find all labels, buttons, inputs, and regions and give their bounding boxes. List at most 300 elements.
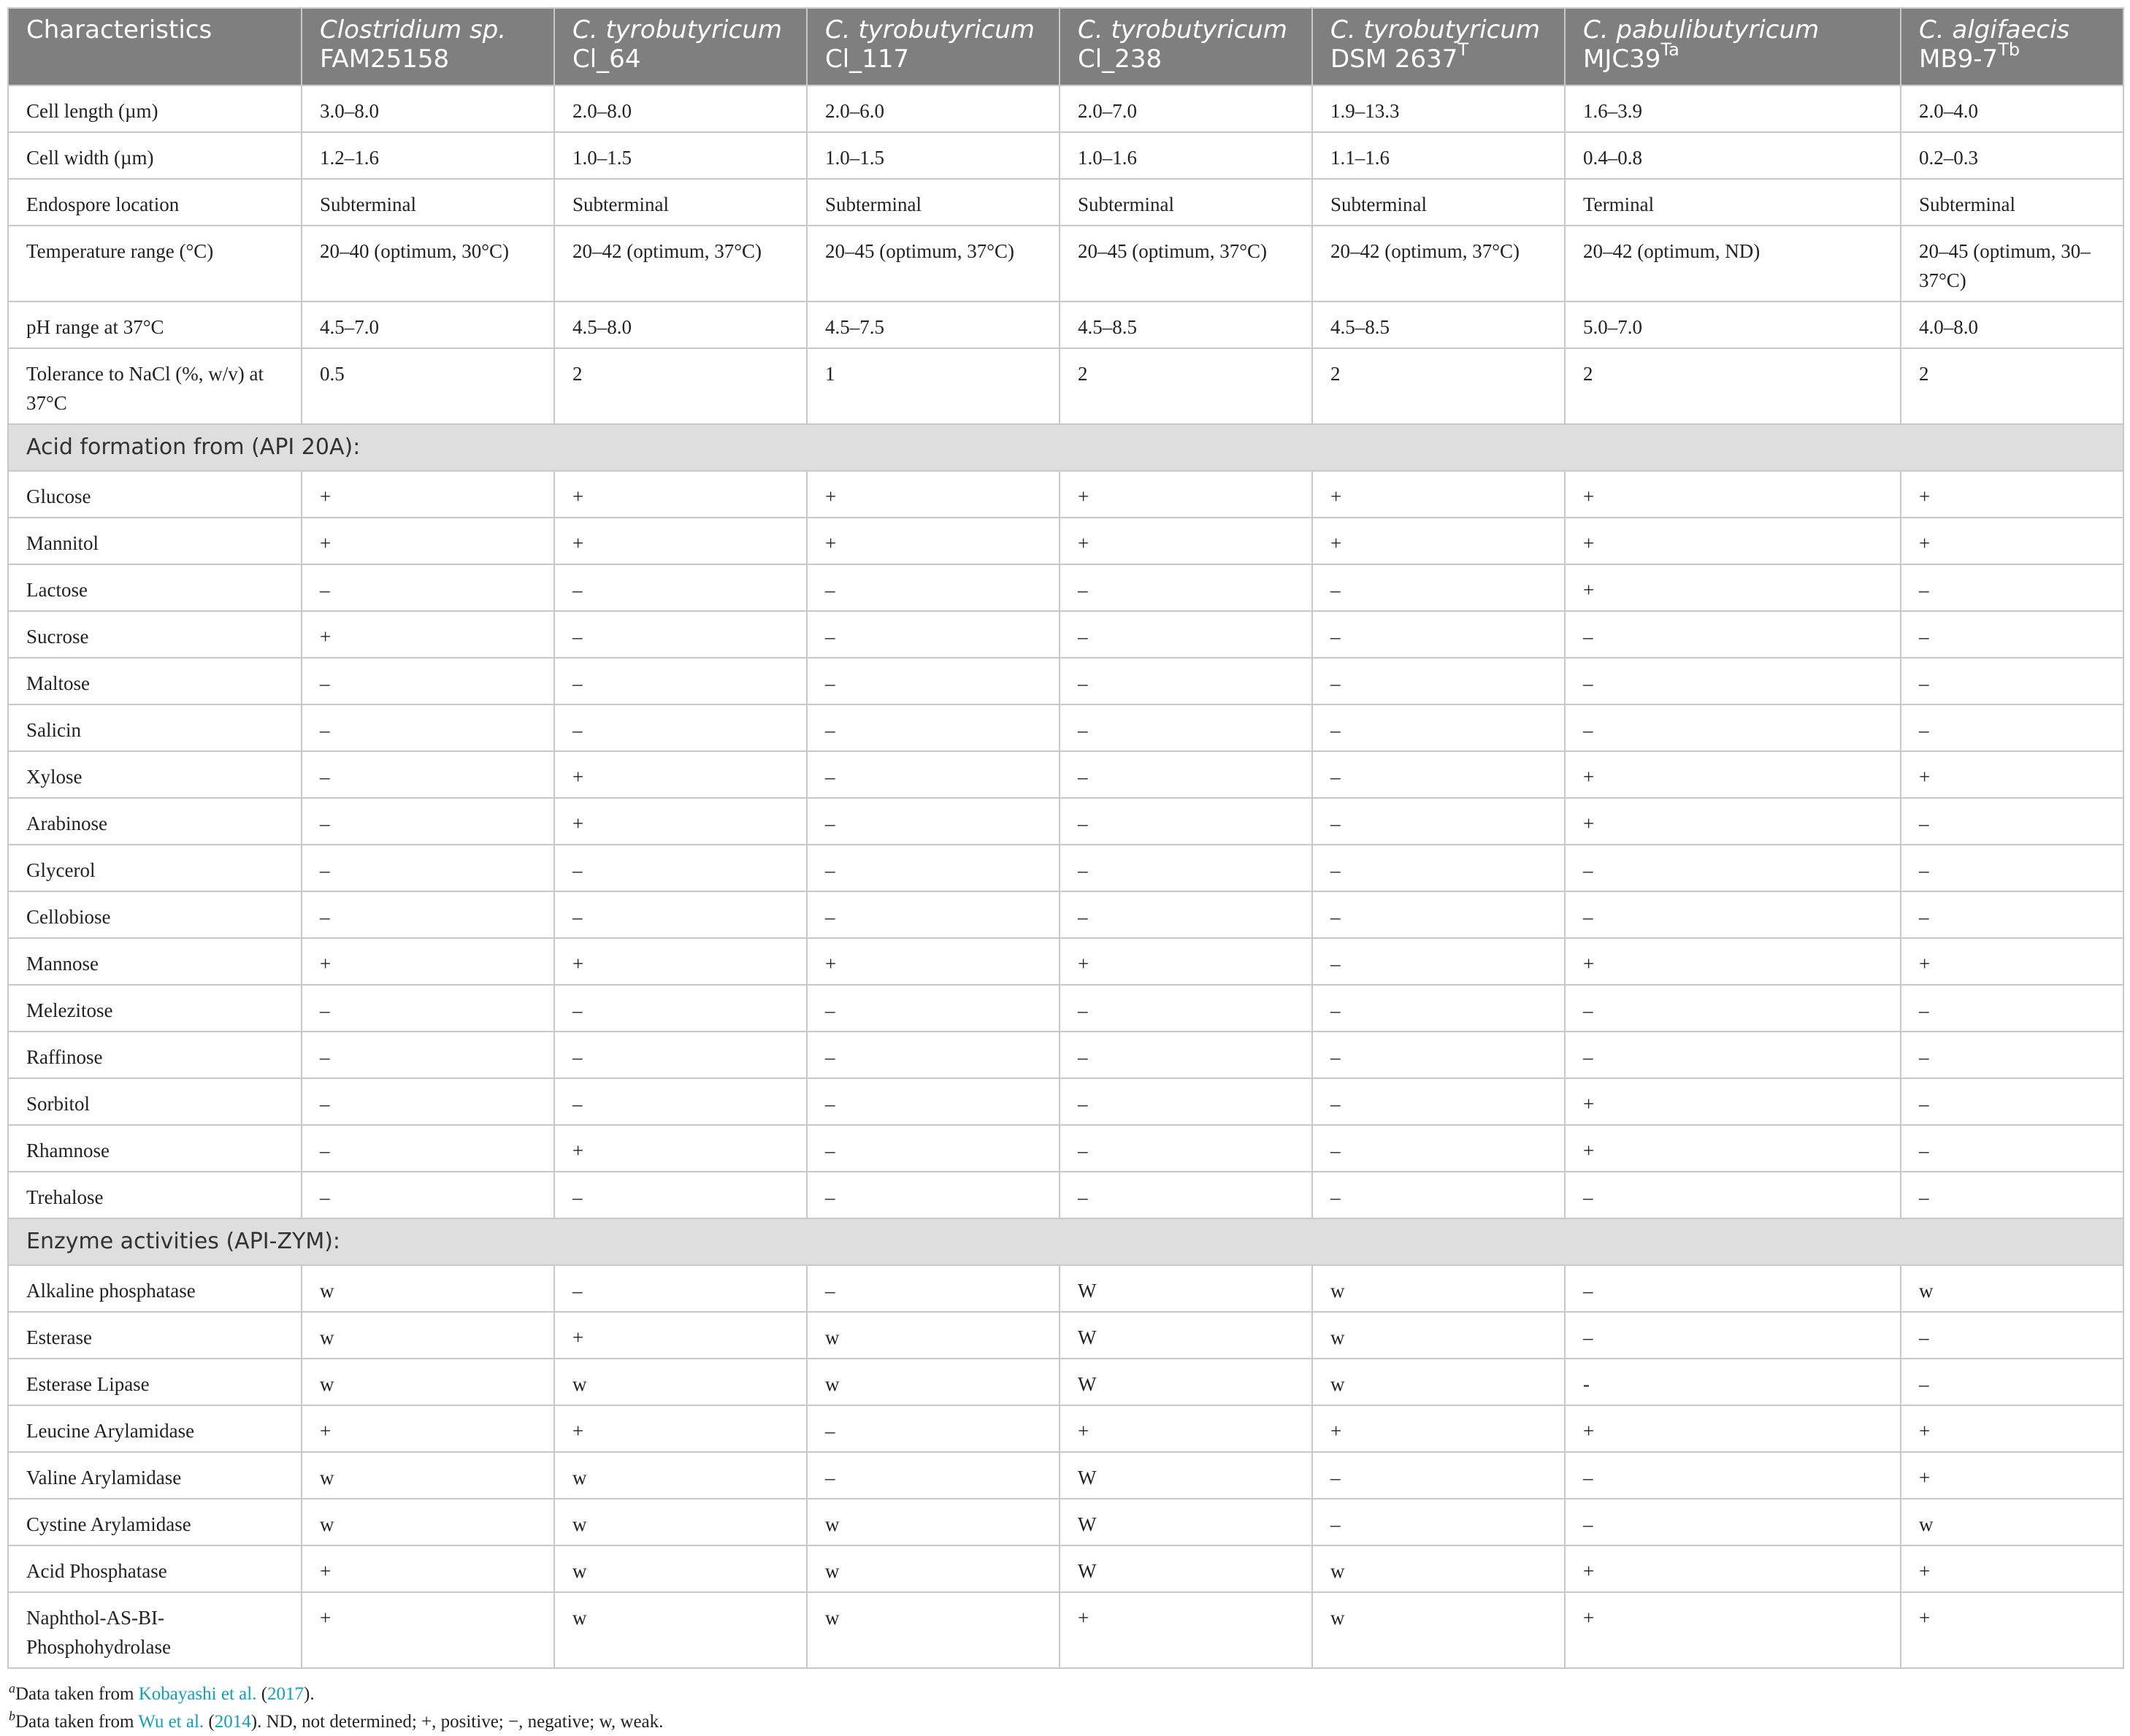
table-cell: +	[1901, 1592, 2123, 1668]
table-cell: –	[1901, 1125, 2123, 1172]
row-label: Temperature range (°C)	[8, 226, 302, 302]
table-cell: –	[554, 985, 807, 1032]
table-cell: –	[1312, 1499, 1565, 1545]
table-cell: 2.0–8.0	[554, 85, 807, 132]
table-cell: –	[807, 1405, 1060, 1452]
table-cell: 1.0–1.5	[807, 132, 1060, 179]
table-cell: 5.0–7.0	[1565, 302, 1901, 348]
table-cell: 4.5–8.5	[1060, 302, 1312, 348]
header-col-1	[302, 8, 554, 85]
citation-link-wu[interactable]: Wu et al.	[138, 1712, 204, 1732]
table-cell: w	[554, 1545, 807, 1592]
table-row	[8, 751, 2123, 798]
table-cell: +	[554, 798, 807, 845]
table-cell: +	[302, 1545, 554, 1592]
header-col-6	[1565, 8, 1901, 85]
table-cell: –	[1312, 1452, 1565, 1499]
row-label: Cellobiose	[8, 891, 302, 938]
table-cell: –	[807, 611, 1060, 658]
table-cell: –	[302, 1078, 554, 1125]
table-cell: +	[302, 611, 554, 658]
table-cell: –	[554, 704, 807, 751]
table-cell: w	[554, 1359, 807, 1405]
table-cell: +	[1312, 1405, 1565, 1452]
table-cell: 1.2–1.6	[302, 132, 554, 179]
table-cell: –	[302, 704, 554, 751]
table-cell: –	[1901, 1032, 2123, 1078]
table-cell: –	[1901, 985, 2123, 1032]
table-cell: Subterminal	[1060, 179, 1312, 226]
table-cell: 1.0–1.5	[554, 132, 807, 179]
header-col-3	[807, 8, 1060, 85]
table-cell: –	[1060, 704, 1312, 751]
table-cell: –	[1565, 845, 1901, 891]
table-cell: +	[1565, 1405, 1901, 1452]
table-row	[8, 1078, 2123, 1125]
row-label: Glycerol	[8, 845, 302, 891]
table-cell: –	[1901, 798, 2123, 845]
row-label: Mannose	[8, 938, 302, 985]
table-cell: –	[807, 564, 1060, 611]
table-cell: –	[807, 1172, 1060, 1218]
table-cell: 20–42 (optimum, 37°C)	[554, 226, 807, 302]
table-cell: –	[1901, 658, 2123, 704]
table-cell: –	[1901, 891, 2123, 938]
table-cell: Subterminal	[302, 179, 554, 226]
row-label: Trehalose	[8, 1172, 302, 1218]
table-cell: –	[807, 798, 1060, 845]
header-species: C. tyrobutyricum	[572, 15, 782, 45]
table-cell: –	[1312, 798, 1565, 845]
table-cell: –	[554, 845, 807, 891]
row-label: Melezitose	[8, 985, 302, 1032]
row-label: Endospore location	[8, 179, 302, 226]
table-row	[8, 1499, 2123, 1545]
row-label: Rhamnose	[8, 1125, 302, 1172]
table-container	[7, 7, 2123, 1736]
table-cell: –	[1565, 1312, 1901, 1359]
row-label: Arabinose	[8, 798, 302, 845]
table-cell: –	[302, 1032, 554, 1078]
table-cell: +	[1565, 1078, 1901, 1125]
table-cell: W	[1060, 1452, 1312, 1499]
table-cell: –	[1312, 658, 1565, 704]
table-row	[8, 658, 2123, 704]
row-label: Sorbitol	[8, 1078, 302, 1125]
table-cell: –	[302, 658, 554, 704]
table-cell: –	[302, 985, 554, 1032]
header-strain: FAM25158	[320, 45, 450, 74]
table-row	[8, 891, 2123, 938]
header-superscript: Ta	[1660, 39, 1679, 60]
table-cell: 1.1–1.6	[1312, 132, 1565, 179]
table-cell: –	[807, 891, 1060, 938]
table-row	[8, 348, 2123, 424]
table-cell: 20–40 (optimum, 30°C)	[302, 226, 554, 302]
table-cell: w	[1312, 1312, 1565, 1359]
table-cell: +	[1060, 471, 1312, 518]
table-header-row	[8, 8, 2123, 85]
header-strain: Cl_238	[1078, 45, 1162, 74]
table-cell: –	[1565, 611, 1901, 658]
table-cell: –	[1901, 704, 2123, 751]
table-cell: –	[1565, 1172, 1901, 1218]
table-cell: 1.6–3.9	[1565, 85, 1901, 132]
table-cell: 0.5	[302, 348, 554, 424]
table-cell: w	[807, 1499, 1060, 1545]
table-cell: +	[1901, 938, 2123, 985]
table-cell: –	[302, 891, 554, 938]
row-label: Tolerance to NaCl (%, w/v) at 37°C	[8, 348, 302, 424]
table-cell: +	[1565, 1545, 1901, 1592]
table-cell: +	[554, 938, 807, 985]
table-row	[8, 1125, 2123, 1172]
table-cell: –	[807, 1078, 1060, 1125]
table-cell: Terminal	[1565, 179, 1901, 226]
table-cell: –	[1312, 891, 1565, 938]
table-cell: 2.0–6.0	[807, 85, 1060, 132]
row-label: Cell width (µm)	[8, 132, 302, 179]
table-row	[8, 1032, 2123, 1078]
table-cell: –	[1060, 1078, 1312, 1125]
table-cell: +	[1901, 751, 2123, 798]
table-cell: +	[554, 1312, 807, 1359]
row-label: Alkaline phosphatase	[8, 1265, 302, 1312]
citation-year-link[interactable]: 2014	[214, 1712, 251, 1732]
table-cell: 20–42 (optimum, ND)	[1565, 226, 1901, 302]
table-cell: 2.0–7.0	[1060, 85, 1312, 132]
table-cell: 4.0–8.0	[1901, 302, 2123, 348]
row-label: Naphthol-AS-BI-Phosphohydrolase	[8, 1592, 302, 1668]
table-cell: –	[1901, 1172, 2123, 1218]
table-body	[8, 85, 2123, 1668]
row-label: pH range at 37°C	[8, 302, 302, 348]
table-cell: +	[1060, 938, 1312, 985]
table-cell: –	[554, 1265, 807, 1312]
table-cell: –	[1565, 1499, 1901, 1545]
table-cell: w	[807, 1359, 1060, 1405]
table-cell: +	[302, 1592, 554, 1668]
table-cell: –	[1901, 564, 2123, 611]
table-cell: Subterminal	[1901, 179, 2123, 226]
table-cell: –	[1060, 891, 1312, 938]
table-cell: –	[302, 845, 554, 891]
row-label: Sucrose	[8, 611, 302, 658]
table-cell: –	[1312, 564, 1565, 611]
table-cell: –	[1565, 891, 1901, 938]
table-cell: 2	[1901, 348, 2123, 424]
table-cell: +	[554, 518, 807, 564]
characteristics-table	[7, 7, 2124, 1669]
table-cell: –	[1312, 704, 1565, 751]
table-cell: –	[554, 1078, 807, 1125]
table-cell: –	[1312, 938, 1565, 985]
table-row	[8, 1452, 2123, 1499]
table-row	[8, 85, 2123, 132]
header-strain: DSM $2637^T$	[1330, 39, 1469, 74]
table-cell: –	[554, 891, 807, 938]
table-cell: +	[554, 751, 807, 798]
table-cell: +	[1060, 1592, 1312, 1668]
table-cell: –	[1312, 845, 1565, 891]
table-cell: w	[1312, 1592, 1565, 1668]
table-cell: –	[1312, 751, 1565, 798]
table-cell: w	[807, 1312, 1060, 1359]
table-row	[8, 226, 2123, 302]
table-cell: –	[1565, 658, 1901, 704]
footnote-marker: a	[9, 1681, 15, 1696]
table-cell: –	[1901, 1078, 2123, 1125]
section-header-row	[8, 424, 2123, 471]
table-row	[8, 1359, 2123, 1405]
header-col-7	[1901, 8, 2123, 85]
table-cell: w	[302, 1452, 554, 1499]
row-label: Leucine Arylamidase	[8, 1405, 302, 1452]
table-cell: Subterminal	[1312, 179, 1565, 226]
header-strain: Cl_117	[825, 45, 910, 74]
header-strain: $MJC39^{Ta}$	[1583, 39, 1679, 74]
header-col-5	[1312, 8, 1565, 85]
table-cell: w	[302, 1312, 554, 1359]
table-row	[8, 564, 2123, 611]
table-cell: –	[807, 845, 1060, 891]
table-cell: +	[1901, 471, 2123, 518]
header-species: Clostridium sp.	[320, 15, 507, 45]
table-cell: –	[1060, 611, 1312, 658]
table-cell: +	[1565, 1125, 1901, 1172]
header-col-2	[554, 8, 807, 85]
table-cell: +	[554, 1405, 807, 1452]
table-cell: –	[1565, 1032, 1901, 1078]
header-species: C. tyrobutyricum	[1078, 15, 1287, 45]
table-row	[8, 1312, 2123, 1359]
table-cell: +	[1901, 1452, 2123, 1499]
table-cell: 2	[554, 348, 807, 424]
table-row	[8, 704, 2123, 751]
table-cell: Subterminal	[554, 179, 807, 226]
table-cell: 4.5–7.5	[807, 302, 1060, 348]
header-strain: Cl_64	[572, 45, 641, 74]
table-cell: +	[1312, 518, 1565, 564]
table-cell: –	[807, 1125, 1060, 1172]
table-cell: 2	[1312, 348, 1565, 424]
table-cell: –	[1565, 985, 1901, 1032]
table-cell: w	[807, 1545, 1060, 1592]
table-cell: 4.5–8.0	[554, 302, 807, 348]
table-cell: –	[1060, 751, 1312, 798]
table-row	[8, 518, 2123, 564]
table-cell: +	[1565, 518, 1901, 564]
table-cell: –	[1901, 845, 2123, 891]
table-cell: +	[1565, 1592, 1901, 1668]
table-cell: –	[554, 611, 807, 658]
table-cell: –	[1060, 1032, 1312, 1078]
table-cell: –	[1060, 1172, 1312, 1218]
table-cell: 20–45 (optimum, 30–37°C)	[1901, 226, 2123, 302]
table-cell: –	[1901, 1359, 2123, 1405]
table-cell: W	[1060, 1545, 1312, 1592]
table-cell: Subterminal	[807, 179, 1060, 226]
table-cell: 2.0–4.0	[1901, 85, 2123, 132]
row-label: Cystine Arylamidase	[8, 1499, 302, 1545]
table-cell: –	[302, 798, 554, 845]
section-header: Enzyme activities (API-ZYM):	[8, 1218, 2123, 1265]
table-cell: –	[807, 751, 1060, 798]
table-cell: 4.5–7.0	[302, 302, 554, 348]
row-label: Glucose	[8, 471, 302, 518]
citation-link-kobayashi[interactable]: Kobayashi et al.	[138, 1684, 257, 1704]
row-label: Raffinose	[8, 1032, 302, 1078]
table-cell: –	[1565, 1452, 1901, 1499]
table-cell: W	[1060, 1499, 1312, 1545]
table-cell: +	[1565, 938, 1901, 985]
table-cell: –	[554, 658, 807, 704]
table-cell: –	[1312, 1078, 1565, 1125]
table-row	[8, 132, 2123, 179]
table-cell: –	[302, 564, 554, 611]
table-cell: –	[807, 1452, 1060, 1499]
row-label: Valine Arylamidase	[8, 1452, 302, 1499]
table-row	[8, 798, 2123, 845]
table-cell: –	[302, 751, 554, 798]
header-strain: $MB9-7^{Tb}$	[1919, 39, 2020, 74]
row-label: Xylose	[8, 751, 302, 798]
row-label: Mannitol	[8, 518, 302, 564]
table-cell: +	[554, 1125, 807, 1172]
table-cell: +	[807, 938, 1060, 985]
table-cell: W	[1060, 1312, 1312, 1359]
table-cell: +	[302, 471, 554, 518]
table-row	[8, 1265, 2123, 1312]
table-cell: –	[807, 985, 1060, 1032]
table-cell: w	[807, 1592, 1060, 1668]
table-cell: 20–45 (optimum, 37°C)	[1060, 226, 1312, 302]
table-row	[8, 471, 2123, 518]
table-cell: +	[1060, 518, 1312, 564]
table-cell: +	[1312, 471, 1565, 518]
row-label: Esterase	[8, 1312, 302, 1359]
table-cell: 1	[807, 348, 1060, 424]
row-label: Esterase Lipase	[8, 1359, 302, 1405]
table-cell: +	[1060, 1405, 1312, 1452]
table-row	[8, 1545, 2123, 1592]
table-cell: –	[1312, 1032, 1565, 1078]
table-cell: –	[1060, 658, 1312, 704]
table-cell: 2	[1060, 348, 1312, 424]
table-row	[8, 938, 2123, 985]
table-cell: –	[1060, 1125, 1312, 1172]
table-cell: 3.0–8.0	[302, 85, 554, 132]
table-cell: 1.9–13.3	[1312, 85, 1565, 132]
table-cell: +	[1565, 751, 1901, 798]
table-cell: +	[807, 518, 1060, 564]
table-cell: –	[1060, 845, 1312, 891]
table-cell: +	[1901, 1545, 2123, 1592]
footnote-a: $^a$Data taken from Kobayashi et al. (2017).	[9, 1681, 315, 1704]
row-label: Salicin	[8, 704, 302, 751]
table-row	[8, 302, 2123, 348]
header-superscript: Tb	[1998, 39, 2020, 60]
table-cell: W	[1060, 1359, 1312, 1405]
table-cell: –	[1312, 611, 1565, 658]
table-cell: +	[1901, 518, 2123, 564]
table-cell: –	[1901, 1312, 2123, 1359]
table-cell: w	[302, 1265, 554, 1312]
table-cell: w	[1312, 1545, 1565, 1592]
table-cell: +	[1901, 1405, 2123, 1452]
table-cell: 20–42 (optimum, 37°C)	[1312, 226, 1565, 302]
footnote-marker: b	[9, 1708, 15, 1724]
table-cell: w	[554, 1452, 807, 1499]
table-cell: –	[807, 658, 1060, 704]
table-cell: w	[302, 1499, 554, 1545]
section-header: Acid formation from (API 20A):	[8, 424, 2123, 471]
row-label: Cell length (µm)	[8, 85, 302, 132]
table-row	[8, 1405, 2123, 1452]
table-cell: +	[554, 471, 807, 518]
header-species: C. algifaecis	[1919, 15, 2070, 45]
table-cell: –	[302, 1172, 554, 1218]
table-cell: –	[1312, 985, 1565, 1032]
table-cell: –	[554, 1032, 807, 1078]
header-species: C. pabulibutyricum	[1583, 15, 1820, 45]
header-characteristics: Characteristics	[8, 8, 302, 85]
table-cell: -	[1565, 1359, 1901, 1405]
table-cell: 0.4–0.8	[1565, 132, 1901, 179]
table-cell: –	[1565, 1265, 1901, 1312]
table-cell: +	[807, 471, 1060, 518]
table-cell: +	[1565, 798, 1901, 845]
citation-year-link[interactable]: 2017	[267, 1684, 304, 1704]
table-cell: w	[554, 1499, 807, 1545]
table-cell: +	[1565, 564, 1901, 611]
table-cell: 4.5–8.5	[1312, 302, 1565, 348]
row-label: Acid Phosphatase	[8, 1545, 302, 1592]
row-label: Lactose	[8, 564, 302, 611]
table-cell: 0.2–0.3	[1901, 132, 2123, 179]
table-cell: –	[1901, 611, 2123, 658]
table-cell: 20–45 (optimum, 37°C)	[807, 226, 1060, 302]
table-cell: w	[1901, 1499, 2123, 1545]
table-cell: w	[302, 1359, 554, 1405]
table-cell: –	[1060, 985, 1312, 1032]
table-cell: w	[1901, 1265, 2123, 1312]
table-cell: –	[807, 704, 1060, 751]
table-cell: w	[554, 1592, 807, 1668]
section-header-row	[8, 1218, 2123, 1265]
row-label: Maltose	[8, 658, 302, 704]
table-row	[8, 611, 2123, 658]
header-col-4	[1060, 8, 1312, 85]
header-superscript: T	[1457, 39, 1469, 60]
table-cell: –	[1565, 704, 1901, 751]
table-row	[8, 985, 2123, 1032]
footnote-b: $^b$Data taken from Wu et al. (2014). ND, not determined; +, positive; −, negative; w, weak.	[9, 1708, 664, 1732]
table-row	[8, 845, 2123, 891]
table-cell: w	[1312, 1265, 1565, 1312]
table-cell: –	[554, 564, 807, 611]
table-cell: –	[807, 1032, 1060, 1078]
table-cell: –	[807, 1265, 1060, 1312]
table-cell: +	[302, 1405, 554, 1452]
table-cell: –	[302, 1125, 554, 1172]
table-cell: w	[1312, 1359, 1565, 1405]
table-cell: –	[1060, 798, 1312, 845]
table-cell: –	[1312, 1172, 1565, 1218]
header-species: C. tyrobutyricum	[825, 15, 1035, 45]
table-row	[8, 179, 2123, 226]
table-cell: –	[1312, 1125, 1565, 1172]
